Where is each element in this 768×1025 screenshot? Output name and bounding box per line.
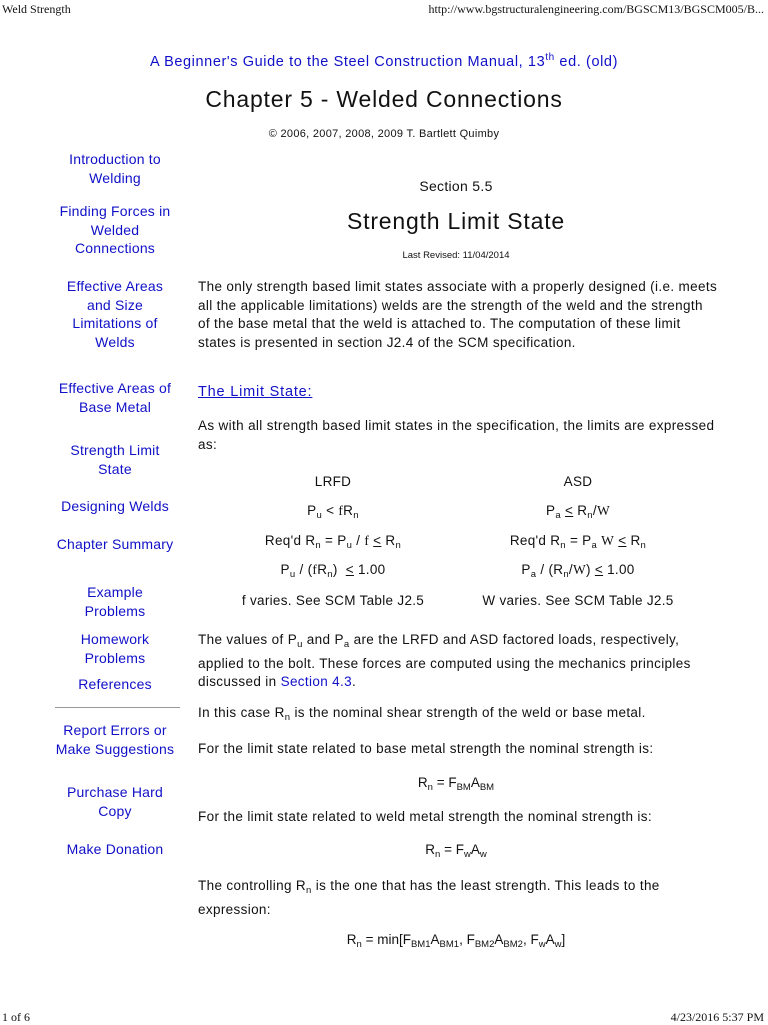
- lrfd-varies-note: f varies. See SCM Table J2.5: [241, 593, 425, 608]
- asd-equation-1: $P_a < R_n/W$: [546, 503, 610, 521]
- lrfd-equation-3: $P_u / (fR_n) < 1.00$: [280, 562, 386, 580]
- section-label: Section 5.5: [419, 178, 493, 194]
- sidebar-item-effective-areas-base-metal[interactable]: Effective Areas of Base Metal: [58, 380, 172, 415]
- weld-metal-paragraph: For the limit state related to weld metal strength the nominal strength is:: [198, 809, 652, 824]
- base-metal-paragraph: For the limit state related to base metal strength the nominal strength is:: [198, 741, 654, 756]
- last-revised: Last Revised: 11/04/2014: [402, 250, 510, 261]
- asd-equation-3: $P_a / (R_n/W) < 1.00$: [521, 562, 635, 580]
- section-title: Strength Limit State: [347, 208, 565, 234]
- weld-metal-equation: $R_n = F_wA_w$: [425, 842, 487, 860]
- sidebar-item-references[interactable]: References: [78, 676, 152, 692]
- print-header-title: Weld Strength: [2, 2, 71, 16]
- print-header-url: http://www.bgstructuralengineering.com/BGSCM13/BGSCM005/B...: [428, 2, 764, 16]
- limit-state-subheading[interactable]: The Limit State:: [198, 384, 313, 400]
- section-4-3-link[interactable]: Section 4.3: [280, 674, 352, 689]
- lrfd-header: LRFD: [314, 474, 352, 489]
- nominal-shear-paragraph: In this case $R_n$ is the nominal shear strength of the weld or base metal.: [198, 705, 646, 723]
- sidebar-divider: [55, 707, 180, 708]
- chapter-title: Chapter 5 - Welded Connections: [205, 86, 563, 112]
- asd-varies-note: W varies. See SCM Table J2.5: [482, 593, 674, 608]
- lrfd-equation-1: $P_u < fR_n$: [307, 503, 359, 521]
- print-footer-page: 1 of 6: [2, 1010, 30, 1024]
- controlling-equation: $R_n = \min[F_{BM1}A_{BM1}$, $F_{BM2}A_{BM2}$, $F_wA_w$]: [346, 932, 566, 950]
- sidebar-item-finding-forces[interactable]: Finding Forces in Welded Connections: [59, 203, 171, 256]
- sidebar-item-homework-problems[interactable]: Homework Problems: [80, 631, 150, 666]
- asd-header: ASD: [563, 474, 593, 489]
- factored-loads-paragraph: The values of $P_u$ and $P_a$ are the LRFD and ASD factored loads, respectively, applied to the bolt. These forces are computed using the mechanics principles discussed in Section 4.3.: [198, 632, 691, 689]
- print-footer-datetime: 4/23/2016 5:37 PM: [670, 1010, 764, 1024]
- sidebar-item-effective-areas-welds[interactable]: Effective Areas and Size Limitations of Welds: [66, 278, 164, 350]
- lrfd-equation-2: Req'd $R_n = P_u / f < R_n$: [264, 533, 402, 551]
- copyright-notice: © 2006, 2007, 2008, 2009 T. Bartlett Quimby: [268, 128, 500, 140]
- sidebar-item-designing-welds[interactable]: Designing Welds: [61, 498, 169, 514]
- sidebar-item-report-errors[interactable]: Report Errors or Make Suggestions: [55, 722, 175, 757]
- intro-paragraph: The only strength based limit states associate with a properly designed (i.e. meets all the applicable limitations) welds are the strength of the weld and the strength of the base metal that the weld is attached to. The computation of these limit states is presented in section J2.4 of the SCM specification.: [198, 279, 718, 350]
- sidebar-item-make-donation[interactable]: Make Donation: [66, 841, 164, 857]
- guide-home-link[interactable]: A Beginner's Guide to the Steel Construction Manual, 13th ed. (old): [149, 52, 619, 70]
- sidebar-item-purchase-hard-copy[interactable]: Purchase Hard Copy: [67, 784, 163, 819]
- asd-equation-2: Req'd $R_n = P_a$ $W < R_n$: [509, 533, 647, 551]
- sidebar-item-chapter-summary[interactable]: Chapter Summary: [56, 536, 174, 552]
- sidebar-item-introduction[interactable]: Introduction to Welding: [69, 151, 161, 186]
- sidebar-item-example-problems[interactable]: Example Problems: [84, 584, 146, 619]
- controlling-paragraph: The controlling $R_n$ is the one that has the least strength. This leads to the expression:: [198, 878, 660, 917]
- limit-state-paragraph: As with all strength based limit states in the specification, the limits are expressed as:: [198, 418, 715, 452]
- base-metal-equation: $R_n = F_{BM}A_{BM}$: [417, 775, 495, 793]
- sidebar-item-strength-limit-state[interactable]: Strength Limit State: [70, 442, 160, 477]
